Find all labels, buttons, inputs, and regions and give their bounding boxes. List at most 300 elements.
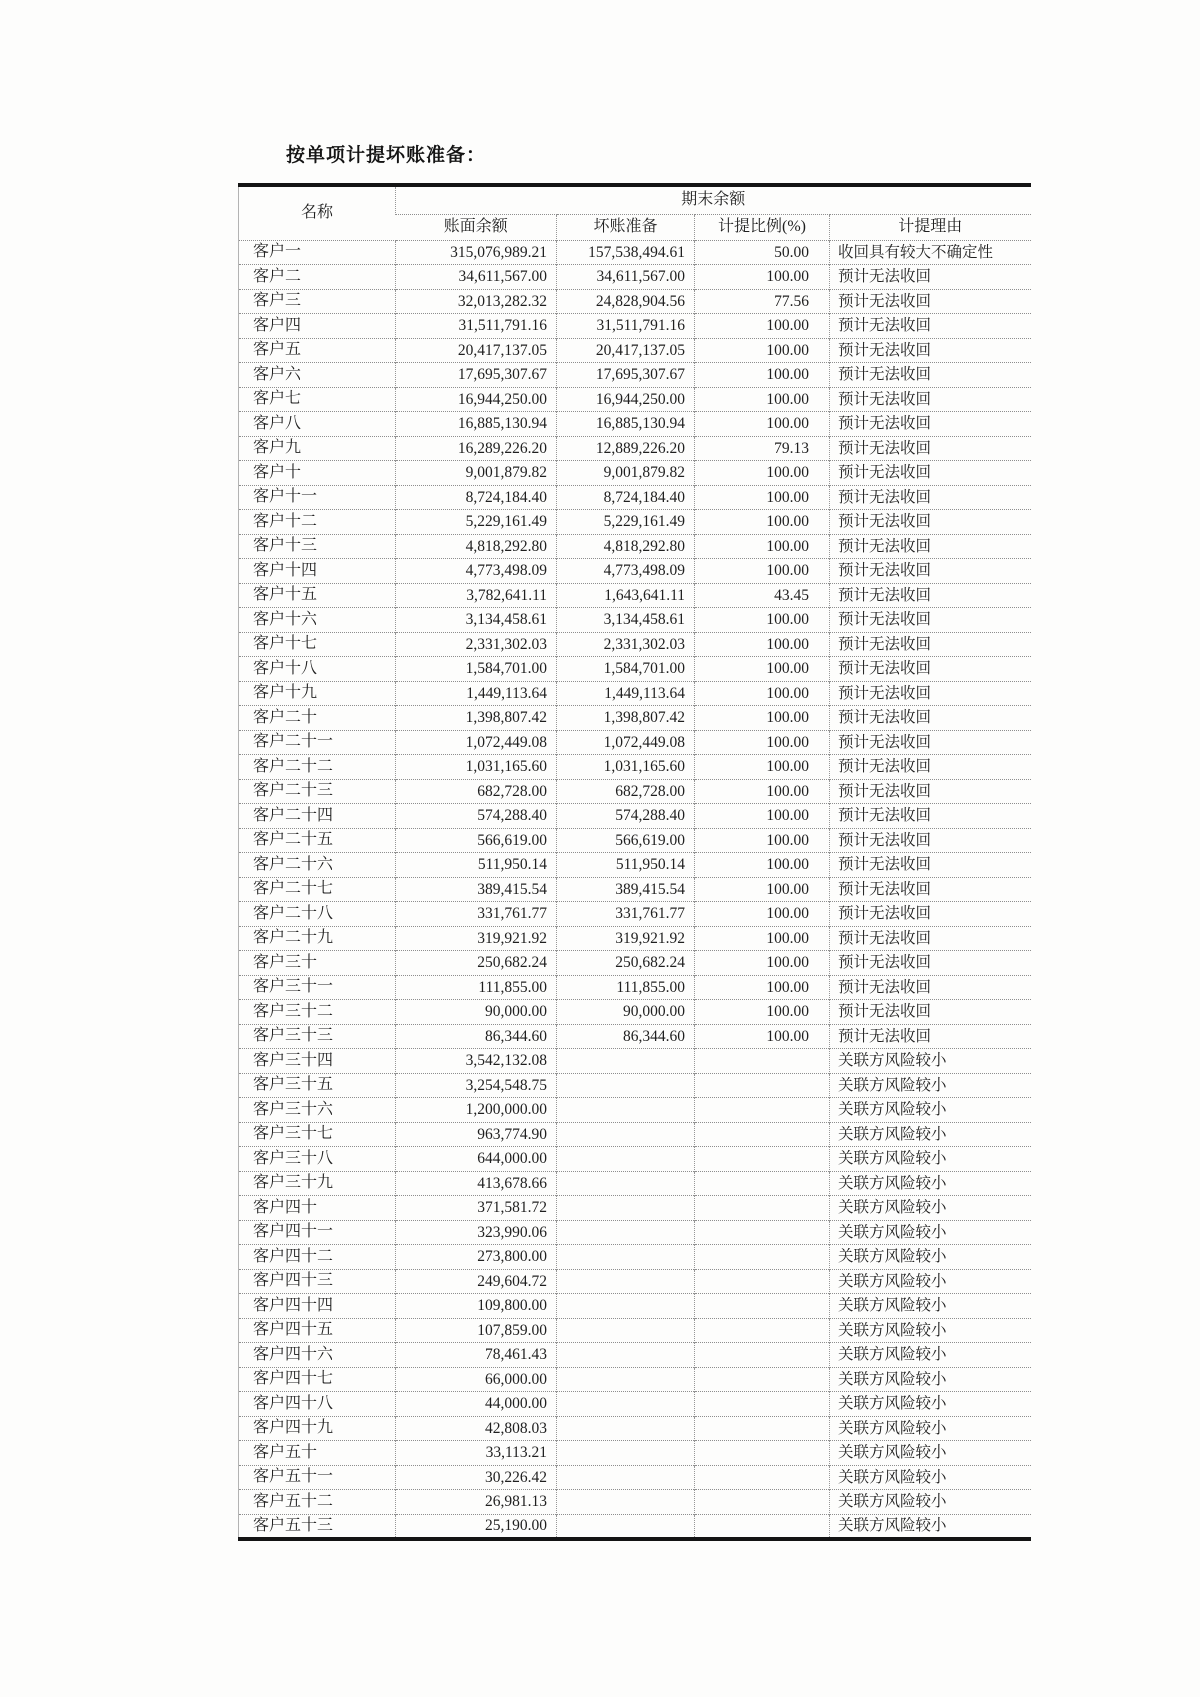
- cell-name: 客户二十五: [239, 828, 396, 853]
- table-row: [239, 632, 1031, 657]
- cell-provision-reason: 关联方风险较小: [830, 1122, 1031, 1147]
- cell-name: 客户五十三: [239, 1514, 396, 1539]
- cell-provision-ratio: 100.00: [695, 902, 830, 927]
- cell-name: 客户三十一: [239, 975, 396, 1000]
- cell-name: 客户三十九: [239, 1171, 396, 1196]
- cell-name: 客户二十八: [239, 902, 396, 927]
- cell-name: 客户三: [239, 289, 396, 314]
- cell-book-balance: 1,031,165.60: [396, 755, 557, 780]
- cell-provision-ratio: 100.00: [695, 314, 830, 339]
- cell-bad-debt-provision: 319,921.92: [557, 926, 695, 951]
- cell-provision-reason: 预计无法收回: [830, 485, 1031, 510]
- header-group-row: [239, 185, 1031, 214]
- table-row: [239, 804, 1031, 829]
- cell-provision-reason: 关联方风险较小: [830, 1441, 1031, 1466]
- cell-provision-reason: 关联方风险较小: [830, 1294, 1031, 1319]
- cell-book-balance: 566,619.00: [396, 828, 557, 853]
- table-row: [239, 510, 1031, 535]
- col-header-provision-ratio: 计提比例(%): [695, 214, 830, 240]
- cell-name: 客户二十四: [239, 804, 396, 829]
- cell-provision-ratio: 100.00: [695, 461, 830, 486]
- cell-name: 客户二: [239, 265, 396, 290]
- cell-provision-ratio: [695, 1196, 830, 1221]
- cell-provision-reason: 关联方风险较小: [830, 1465, 1031, 1490]
- cell-provision-reason: 关联方风险较小: [830, 1171, 1031, 1196]
- cell-name: 客户三十七: [239, 1122, 396, 1147]
- cell-book-balance: 107,859.00: [396, 1318, 557, 1343]
- cell-book-balance: 44,000.00: [396, 1392, 557, 1417]
- cell-provision-reason: 关联方风险较小: [830, 1220, 1031, 1245]
- cell-book-balance: 33,113.21: [396, 1441, 557, 1466]
- cell-provision-ratio: 50.00: [695, 240, 830, 265]
- cell-bad-debt-provision: 20,417,137.05: [557, 338, 695, 363]
- cell-name: 客户四十二: [239, 1245, 396, 1270]
- cell-provision-ratio: 100.00: [695, 730, 830, 755]
- table-body: [239, 240, 1031, 1539]
- table-row: [239, 265, 1031, 290]
- cell-book-balance: 2,331,302.03: [396, 632, 557, 657]
- table-row: [239, 363, 1031, 388]
- cell-bad-debt-provision: [557, 1392, 695, 1417]
- cell-provision-reason: 预计无法收回: [830, 363, 1031, 388]
- cell-book-balance: 111,855.00: [396, 975, 557, 1000]
- cell-provision-reason: 预计无法收回: [830, 1000, 1031, 1025]
- cell-book-balance: 319,921.92: [396, 926, 557, 951]
- cell-provision-reason: 预计无法收回: [830, 314, 1031, 339]
- table-row: [239, 902, 1031, 927]
- cell-provision-ratio: 77.56: [695, 289, 830, 314]
- cell-book-balance: 8,724,184.40: [396, 485, 557, 510]
- cell-provision-ratio: 100.00: [695, 363, 830, 388]
- cell-book-balance: 16,944,250.00: [396, 387, 557, 412]
- cell-bad-debt-provision: 3,134,458.61: [557, 608, 695, 633]
- cell-book-balance: 16,289,226.20: [396, 436, 557, 461]
- cell-bad-debt-provision: 90,000.00: [557, 1000, 695, 1025]
- cell-provision-ratio: [695, 1318, 830, 1343]
- col-header-provision-reason: 计提理由: [830, 214, 1031, 240]
- cell-provision-ratio: [695, 1465, 830, 1490]
- cell-name: 客户四十八: [239, 1392, 396, 1417]
- cell-book-balance: 30,226.42: [396, 1465, 557, 1490]
- cell-provision-reason: 收回具有较大不确定性: [830, 240, 1031, 265]
- cell-provision-reason: 关联方风险较小: [830, 1245, 1031, 1270]
- table-row: [239, 289, 1031, 314]
- cell-book-balance: 3,782,641.11: [396, 583, 557, 608]
- cell-provision-reason: 预计无法收回: [830, 559, 1031, 584]
- cell-book-balance: 16,885,130.94: [396, 412, 557, 437]
- cell-provision-ratio: 100.00: [695, 877, 830, 902]
- cell-bad-debt-provision: 2,331,302.03: [557, 632, 695, 657]
- cell-bad-debt-provision: 1,643,641.11: [557, 583, 695, 608]
- cell-bad-debt-provision: 1,449,113.64: [557, 681, 695, 706]
- cell-book-balance: 4,818,292.80: [396, 534, 557, 559]
- table-row: [239, 1441, 1031, 1466]
- cell-provision-ratio: [695, 1049, 830, 1074]
- cell-bad-debt-provision: 511,950.14: [557, 853, 695, 878]
- cell-provision-reason: 预计无法收回: [830, 534, 1031, 559]
- cell-book-balance: 1,200,000.00: [396, 1098, 557, 1123]
- cell-name: 客户十五: [239, 583, 396, 608]
- table-row: [239, 1220, 1031, 1245]
- cell-provision-ratio: 100.00: [695, 975, 830, 1000]
- cell-provision-reason: 关联方风险较小: [830, 1514, 1031, 1539]
- col-header-bad-debt-provision: 坏账准备: [557, 214, 695, 240]
- cell-bad-debt-provision: 331,761.77: [557, 902, 695, 927]
- cell-name: 客户四十六: [239, 1343, 396, 1368]
- cell-provision-ratio: [695, 1514, 830, 1539]
- cell-book-balance: 389,415.54: [396, 877, 557, 902]
- cell-name: 客户三十五: [239, 1073, 396, 1098]
- table-row: [239, 1196, 1031, 1221]
- cell-book-balance: 9,001,879.82: [396, 461, 557, 486]
- cell-name: 客户二十: [239, 706, 396, 731]
- cell-provision-reason: 预计无法收回: [830, 779, 1031, 804]
- cell-bad-debt-provision: [557, 1171, 695, 1196]
- cell-provision-reason: 预计无法收回: [830, 632, 1031, 657]
- cell-name: 客户四十九: [239, 1416, 396, 1441]
- cell-bad-debt-provision: [557, 1514, 695, 1539]
- table-row: [239, 1171, 1031, 1196]
- cell-bad-debt-provision: 16,885,130.94: [557, 412, 695, 437]
- table-row: [239, 485, 1031, 510]
- cell-provision-ratio: [695, 1269, 830, 1294]
- cell-bad-debt-provision: [557, 1220, 695, 1245]
- cell-name: 客户七: [239, 387, 396, 412]
- cell-name: 客户十一: [239, 485, 396, 510]
- table-row: [239, 1098, 1031, 1123]
- table-row: [239, 1490, 1031, 1515]
- cell-provision-reason: 关联方风险较小: [830, 1318, 1031, 1343]
- table-row: [239, 1000, 1031, 1025]
- cell-bad-debt-provision: 4,773,498.09: [557, 559, 695, 584]
- cell-provision-reason: 预计无法收回: [830, 902, 1031, 927]
- cell-name: 客户三十六: [239, 1098, 396, 1123]
- table-row: [239, 1073, 1031, 1098]
- cell-provision-reason: 关联方风险较小: [830, 1147, 1031, 1172]
- cell-provision-ratio: 100.00: [695, 828, 830, 853]
- cell-provision-reason: 预计无法收回: [830, 853, 1031, 878]
- cell-book-balance: 574,288.40: [396, 804, 557, 829]
- table-row: [239, 1294, 1031, 1319]
- provision-table-container: [238, 183, 1031, 1541]
- cell-bad-debt-provision: 9,001,879.82: [557, 461, 695, 486]
- cell-book-balance: 371,581.72: [396, 1196, 557, 1221]
- cell-provision-ratio: [695, 1147, 830, 1172]
- cell-bad-debt-provision: [557, 1441, 695, 1466]
- cell-bad-debt-provision: [557, 1367, 695, 1392]
- cell-name: 客户二十二: [239, 755, 396, 780]
- table-row: [239, 926, 1031, 951]
- cell-bad-debt-provision: [557, 1049, 695, 1074]
- cell-book-balance: 682,728.00: [396, 779, 557, 804]
- cell-provision-ratio: [695, 1245, 830, 1270]
- table-row: [239, 1514, 1031, 1539]
- cell-name: 客户四十: [239, 1196, 396, 1221]
- cell-name: 客户三十三: [239, 1024, 396, 1049]
- table-row: [239, 877, 1031, 902]
- cell-book-balance: 32,013,282.32: [396, 289, 557, 314]
- cell-provision-ratio: [695, 1416, 830, 1441]
- table-row: [239, 1122, 1031, 1147]
- cell-bad-debt-provision: [557, 1416, 695, 1441]
- table-row: [239, 1465, 1031, 1490]
- cell-provision-ratio: [695, 1294, 830, 1319]
- cell-book-balance: 1,398,807.42: [396, 706, 557, 731]
- table-row: [239, 1392, 1031, 1417]
- cell-provision-ratio: [695, 1171, 830, 1196]
- cell-provision-reason: 预计无法收回: [830, 412, 1031, 437]
- cell-name: 客户四十五: [239, 1318, 396, 1343]
- cell-provision-reason: 预计无法收回: [830, 706, 1031, 731]
- cell-name: 客户四十四: [239, 1294, 396, 1319]
- cell-provision-ratio: 100.00: [695, 412, 830, 437]
- table-row: [239, 436, 1031, 461]
- cell-bad-debt-provision: 389,415.54: [557, 877, 695, 902]
- cell-bad-debt-provision: 31,511,791.16: [557, 314, 695, 339]
- cell-name: 客户五十: [239, 1441, 396, 1466]
- cell-bad-debt-provision: 1,072,449.08: [557, 730, 695, 755]
- cell-provision-reason: 预计无法收回: [830, 608, 1031, 633]
- cell-bad-debt-provision: [557, 1490, 695, 1515]
- cell-provision-ratio: 100.00: [695, 755, 830, 780]
- cell-bad-debt-provision: 574,288.40: [557, 804, 695, 829]
- cell-book-balance: 3,542,132.08: [396, 1049, 557, 1074]
- cell-bad-debt-provision: [557, 1294, 695, 1319]
- cell-provision-reason: 预计无法收回: [830, 975, 1031, 1000]
- cell-provision-reason: 预计无法收回: [830, 436, 1031, 461]
- cell-name: 客户十二: [239, 510, 396, 535]
- table-row: [239, 1147, 1031, 1172]
- cell-name: 客户二十七: [239, 877, 396, 902]
- cell-book-balance: 1,072,449.08: [396, 730, 557, 755]
- table-row: [239, 534, 1031, 559]
- cell-bad-debt-provision: [557, 1245, 695, 1270]
- cell-name: 客户五十一: [239, 1465, 396, 1490]
- cell-book-balance: 250,682.24: [396, 951, 557, 976]
- cell-provision-ratio: 79.13: [695, 436, 830, 461]
- cell-provision-ratio: [695, 1367, 830, 1392]
- cell-book-balance: 42,808.03: [396, 1416, 557, 1441]
- cell-name: 客户十: [239, 461, 396, 486]
- table-row: [239, 583, 1031, 608]
- cell-book-balance: 315,076,989.21: [396, 240, 557, 265]
- cell-provision-reason: 预计无法收回: [830, 804, 1031, 829]
- cell-provision-ratio: 100.00: [695, 926, 830, 951]
- cell-provision-reason: 预计无法收回: [830, 265, 1031, 290]
- cell-provision-ratio: 100.00: [695, 1024, 830, 1049]
- table-row: [239, 1269, 1031, 1294]
- cell-bad-debt-provision: 157,538,494.61: [557, 240, 695, 265]
- cell-book-balance: 331,761.77: [396, 902, 557, 927]
- cell-name: 客户四十三: [239, 1269, 396, 1294]
- cell-name: 客户四十一: [239, 1220, 396, 1245]
- table-row: [239, 975, 1031, 1000]
- cell-provision-reason: 关联方风险较小: [830, 1073, 1031, 1098]
- cell-provision-reason: 预计无法收回: [830, 926, 1031, 951]
- cell-name: 客户五十二: [239, 1490, 396, 1515]
- cell-book-balance: 963,774.90: [396, 1122, 557, 1147]
- cell-book-balance: 34,611,567.00: [396, 265, 557, 290]
- cell-book-balance: 26,981.13: [396, 1490, 557, 1515]
- cell-provision-reason: 预计无法收回: [830, 510, 1031, 535]
- table-row: [239, 681, 1031, 706]
- cell-provision-reason: 关联方风险较小: [830, 1343, 1031, 1368]
- cell-bad-debt-provision: [557, 1196, 695, 1221]
- cell-name: 客户十八: [239, 657, 396, 682]
- cell-provision-reason: 预计无法收回: [830, 461, 1031, 486]
- cell-provision-ratio: 100.00: [695, 951, 830, 976]
- cell-name: 客户二十三: [239, 779, 396, 804]
- cell-provision-reason: 预计无法收回: [830, 657, 1031, 682]
- cell-name: 客户四十七: [239, 1367, 396, 1392]
- cell-provision-ratio: 100.00: [695, 265, 830, 290]
- cell-provision-reason: 关联方风险较小: [830, 1367, 1031, 1392]
- col-header-book-balance: 账面余额: [396, 214, 557, 240]
- cell-provision-reason: 关联方风险较小: [830, 1269, 1031, 1294]
- cell-provision-ratio: 100.00: [695, 657, 830, 682]
- cell-book-balance: 323,990.06: [396, 1220, 557, 1245]
- cell-book-balance: 1,449,113.64: [396, 681, 557, 706]
- cell-bad-debt-provision: 250,682.24: [557, 951, 695, 976]
- cell-bad-debt-provision: [557, 1073, 695, 1098]
- cell-provision-ratio: [695, 1343, 830, 1368]
- cell-provision-reason: 关联方风险较小: [830, 1490, 1031, 1515]
- cell-book-balance: 413,678.66: [396, 1171, 557, 1196]
- cell-provision-reason: 预计无法收回: [830, 828, 1031, 853]
- cell-bad-debt-provision: 1,584,701.00: [557, 657, 695, 682]
- cell-bad-debt-provision: [557, 1122, 695, 1147]
- cell-book-balance: 3,254,548.75: [396, 1073, 557, 1098]
- cell-bad-debt-provision: 86,344.60: [557, 1024, 695, 1049]
- cell-provision-ratio: 100.00: [695, 632, 830, 657]
- cell-provision-ratio: [695, 1392, 830, 1417]
- cell-book-balance: 4,773,498.09: [396, 559, 557, 584]
- cell-bad-debt-provision: 682,728.00: [557, 779, 695, 804]
- cell-bad-debt-provision: 4,818,292.80: [557, 534, 695, 559]
- cell-book-balance: 66,000.00: [396, 1367, 557, 1392]
- table-row: [239, 387, 1031, 412]
- col-header-name: 名称: [300, 204, 333, 222]
- table-row: [239, 412, 1031, 437]
- table-row: [239, 1343, 1031, 1368]
- cell-book-balance: 31,511,791.16: [396, 314, 557, 339]
- col-header-ending-balance-group: 期末余额: [396, 185, 1031, 214]
- table-row: [239, 314, 1031, 339]
- table-row: [239, 828, 1031, 853]
- cell-name: 客户二十六: [239, 853, 396, 878]
- cell-name: 客户十四: [239, 559, 396, 584]
- table-row: [239, 1318, 1031, 1343]
- cell-bad-debt-provision: [557, 1343, 695, 1368]
- cell-provision-reason: 预计无法收回: [830, 877, 1031, 902]
- cell-provision-reason: 预计无法收回: [830, 1024, 1031, 1049]
- bad-debt-provision-table: [238, 183, 1031, 1541]
- cell-provision-ratio: 100.00: [695, 1000, 830, 1025]
- cell-provision-ratio: 43.45: [695, 583, 830, 608]
- cell-name: 客户十六: [239, 608, 396, 633]
- cell-book-balance: 20,417,137.05: [396, 338, 557, 363]
- cell-book-balance: 78,461.43: [396, 1343, 557, 1368]
- cell-name: 客户三十四: [239, 1049, 396, 1074]
- cell-book-balance: 644,000.00: [396, 1147, 557, 1172]
- table-row: [239, 755, 1031, 780]
- cell-provision-ratio: 100.00: [695, 804, 830, 829]
- cell-name: 客户六: [239, 363, 396, 388]
- cell-provision-ratio: 100.00: [695, 853, 830, 878]
- cell-bad-debt-provision: 566,619.00: [557, 828, 695, 853]
- cell-bad-debt-provision: [557, 1098, 695, 1123]
- table-row: [239, 1416, 1031, 1441]
- table-header: [239, 185, 1031, 240]
- cell-provision-ratio: [695, 1098, 830, 1123]
- cell-bad-debt-provision: 17,695,307.67: [557, 363, 695, 388]
- cell-name: 客户十三: [239, 534, 396, 559]
- cell-provision-reason: 预计无法收回: [830, 730, 1031, 755]
- cell-bad-debt-provision: 1,031,165.60: [557, 755, 695, 780]
- cell-provision-ratio: 100.00: [695, 779, 830, 804]
- cell-name: 客户十九: [239, 681, 396, 706]
- cell-bad-debt-provision: [557, 1269, 695, 1294]
- section-title: 按单项计提坏账准备：: [286, 145, 487, 166]
- cell-book-balance: 25,190.00: [396, 1514, 557, 1539]
- cell-book-balance: 249,604.72: [396, 1269, 557, 1294]
- cell-provision-reason: 预计无法收回: [830, 289, 1031, 314]
- cell-provision-ratio: 100.00: [695, 681, 830, 706]
- cell-provision-reason: 关联方风险较小: [830, 1416, 1031, 1441]
- table-row: [239, 240, 1031, 265]
- cell-provision-ratio: 100.00: [695, 510, 830, 535]
- table-row: [239, 608, 1031, 633]
- cell-bad-debt-provision: 34,611,567.00: [557, 265, 695, 290]
- table-row: [239, 779, 1031, 804]
- cell-provision-ratio: 100.00: [695, 706, 830, 731]
- cell-bad-debt-provision: 1,398,807.42: [557, 706, 695, 731]
- cell-provision-ratio: [695, 1220, 830, 1245]
- table-row: [239, 1024, 1031, 1049]
- cell-provision-ratio: 100.00: [695, 534, 830, 559]
- cell-book-balance: 90,000.00: [396, 1000, 557, 1025]
- cell-provision-reason: 关联方风险较小: [830, 1196, 1031, 1221]
- table-row: [239, 730, 1031, 755]
- cell-provision-reason: 关联方风险较小: [830, 1392, 1031, 1417]
- cell-provision-ratio: [695, 1122, 830, 1147]
- cell-bad-debt-provision: [557, 1147, 695, 1172]
- cell-name: 客户十七: [239, 632, 396, 657]
- cell-bad-debt-provision: 24,828,904.56: [557, 289, 695, 314]
- cell-book-balance: 109,800.00: [396, 1294, 557, 1319]
- cell-provision-ratio: 100.00: [695, 559, 830, 584]
- cell-book-balance: 511,950.14: [396, 853, 557, 878]
- table-row: [239, 1367, 1031, 1392]
- cell-name: 客户三十八: [239, 1147, 396, 1172]
- cell-provision-ratio: [695, 1073, 830, 1098]
- cell-book-balance: 273,800.00: [396, 1245, 557, 1270]
- cell-name: 客户九: [239, 436, 396, 461]
- cell-name: 客户五: [239, 338, 396, 363]
- cell-provision-ratio: 100.00: [695, 338, 830, 363]
- table-row: [239, 657, 1031, 682]
- cell-bad-debt-provision: 12,889,226.20: [557, 436, 695, 461]
- cell-provision-reason: 关联方风险较小: [830, 1049, 1031, 1074]
- table-row: [239, 559, 1031, 584]
- cell-bad-debt-provision: 5,229,161.49: [557, 510, 695, 535]
- cell-provision-reason: 预计无法收回: [830, 583, 1031, 608]
- table-row: [239, 461, 1031, 486]
- cell-provision-reason: 预计无法收回: [830, 338, 1031, 363]
- cell-name: 客户三十二: [239, 1000, 396, 1025]
- cell-provision-reason: 预计无法收回: [830, 387, 1031, 412]
- cell-provision-ratio: 100.00: [695, 608, 830, 633]
